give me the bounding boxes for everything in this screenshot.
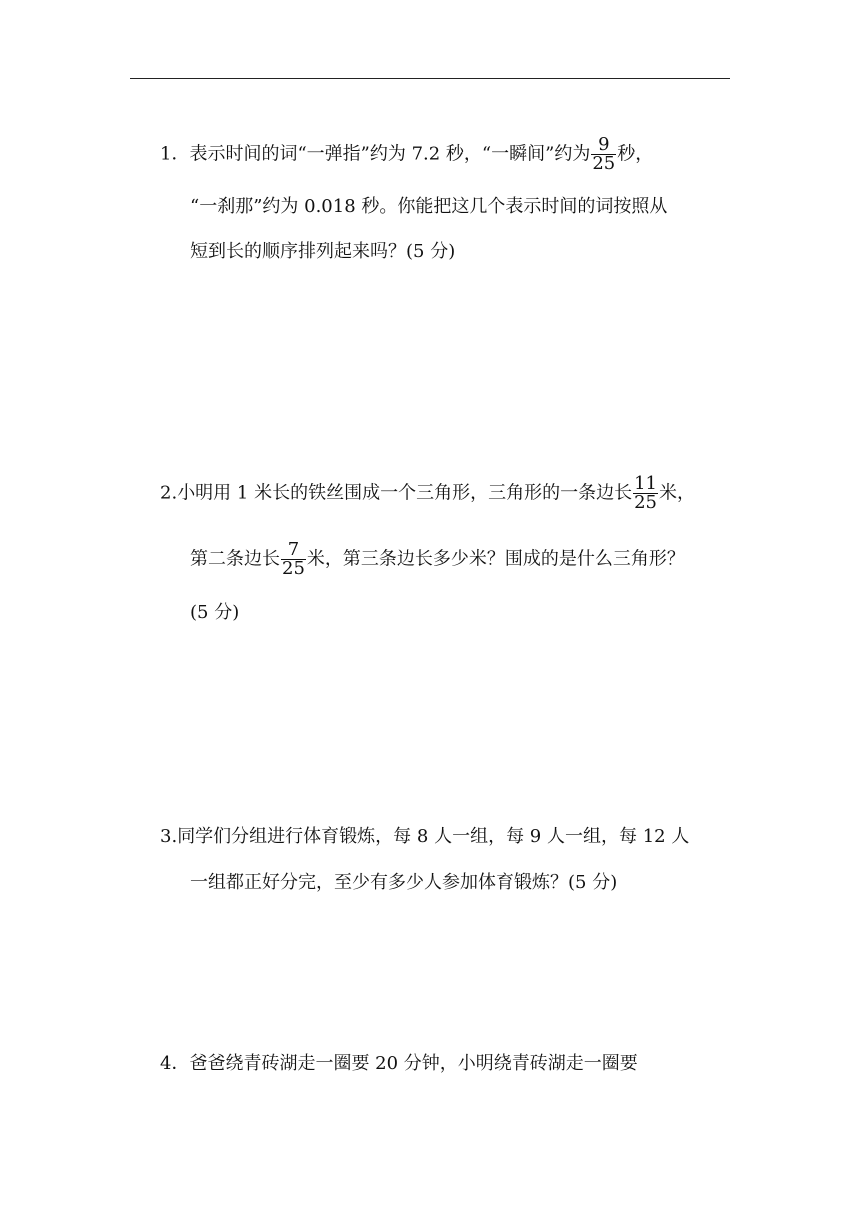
q1-fraction <box>591 136 616 173</box>
q1-line2: “一刹那”约为 0.018 秒。你能把这几个表示时间的词按照从 <box>190 196 668 217</box>
q3-number: 3 <box>160 826 172 847</box>
q2-line2 <box>190 541 685 578</box>
q2-line1: 2.小明用 1 米长的铁丝围成一个三角形，三角形的一条边长 $\frac{11}{25}$ 米， <box>160 473 695 513</box>
q4-number: 4 <box>160 1053 172 1074</box>
q1-line1: 1．表示时间的词“一弹指”约为 7.2 秒，“一瞬间”约为 $\frac{9}{25}$ 秒， <box>160 134 654 174</box>
q1-number: 1 <box>160 143 172 165</box>
q1-frac-den: 25 <box>592 153 616 174</box>
q2-text-b: 米， <box>659 482 695 504</box>
q2-fraction-2 <box>281 541 306 578</box>
q3-line2: 一组都正好分完，至少有多少人参加体育锻炼？(5 分) <box>190 872 618 893</box>
q1-text-a: 表示时间的词“一弹指”约为 7.2 秒，“一瞬间”约为 <box>189 143 591 165</box>
q2-text-a: 小明用 1 米长的铁丝围成一个三角形，三角形的一条边长 <box>177 482 633 504</box>
q2-line2-b: 米，第三条边长多少米？围成的是什么三角形？ <box>306 548 685 570</box>
q2-line3: (5 分) <box>190 602 240 623</box>
q1-line3: 短到长的顺序排列起来吗？(5 分) <box>190 241 456 262</box>
q4-text: 爸爸绕青砖湖走一圈要 20 分钟，小明绕青砖湖走一圈要 <box>189 1053 638 1074</box>
q3-line1: 3.同学们分组进行体育锻炼，每 8 人一组，每 9 人一组，每 12 人 <box>160 826 690 847</box>
q1-text-b: 秒， <box>617 143 654 165</box>
q2-frac2-num: 7 <box>281 541 306 560</box>
q2-frac2-den: 25 <box>282 558 305 579</box>
q2-fraction-1 <box>633 475 658 512</box>
q1-frac-num: 9 <box>591 136 616 155</box>
q3-text: 同学们分组进行体育锻炼，每 8 人一组，每 9 人一组，每 12 人 <box>177 826 690 847</box>
q2-line2-a: 第二条边长 <box>190 548 280 570</box>
q2-frac1-den: 25 <box>634 492 657 513</box>
header-rule <box>130 78 730 79</box>
q2-frac1-num: 11 <box>634 473 657 494</box>
q2-number: 2 <box>160 482 172 504</box>
q4-line1: 4．爸爸绕青砖湖走一圈要 20 分钟，小明绕青砖湖走一圈要 <box>160 1053 638 1074</box>
